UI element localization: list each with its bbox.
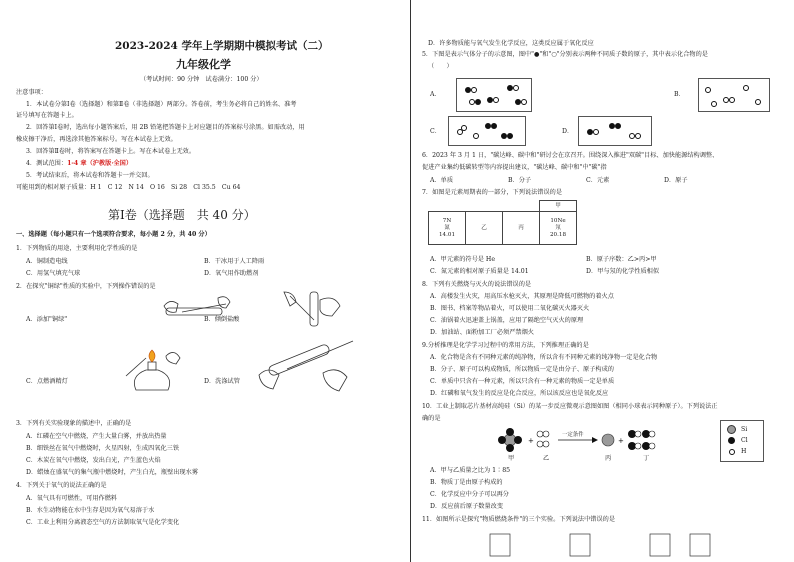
element-cell-bing: 丙 xyxy=(503,212,540,245)
q1-option-d: D．氧气用作助燃剂 xyxy=(204,270,259,277)
q7-option-a: A．甲元素的符号是 He xyxy=(430,256,495,263)
q8-stem: 8．下列有关燃烧与灭火的说法错误的是 xyxy=(422,281,532,288)
q1-option-a: A．铜制造电线 xyxy=(26,258,68,265)
pour-acid-illustration xyxy=(280,290,350,330)
q9-option-b: B．分子、原子可以构成物质，所以物质一定是由分子、原子构成的 xyxy=(430,366,614,373)
molecule-box-b xyxy=(698,78,770,112)
q10-option-a: A．甲与乙质量之比为 1∶85 xyxy=(430,467,511,474)
q5-option-c: C． xyxy=(430,128,441,135)
notes-heading: 注意事项： xyxy=(16,89,47,96)
molecule-box-a xyxy=(456,78,532,112)
exam-subject: 九年级化学 xyxy=(176,58,231,71)
q7-option-c: C．氮元素的相对原子质量是 14.01 xyxy=(430,268,529,275)
q5-option-d: D． xyxy=(562,128,574,135)
section-title: 第Ⅰ卷（选择题 共 40 分） xyxy=(108,208,256,222)
q2-option-a: A．添加"铜绿" xyxy=(26,316,68,323)
q6-option-b: B．分子 xyxy=(508,177,532,184)
svg-text:+: + xyxy=(528,437,534,445)
q4-option-d: D．许多物质能与氧气发生化学反应，这类反应属于氧化反应 xyxy=(428,40,594,47)
element-cell-n: 7N 氮 14.01 xyxy=(429,212,466,245)
alcohol-lamp-illustration xyxy=(122,346,182,392)
atomic-masses: 可能用到的相对原子质量：H 1 C 12 N 14 O 16 Si 28 Cl 35.5 Cu 64 xyxy=(16,184,241,191)
q2-option-c: C．点燃酒精灯 xyxy=(26,378,68,385)
column-divider xyxy=(410,0,411,562)
q9-stem: 9.分析推理是化学学习过程中的常用方法，下列推理正确的是 xyxy=(422,342,589,349)
label-yi: 乙 xyxy=(543,455,550,462)
combustion-experiment-illustration xyxy=(480,530,740,560)
legend-cl: Cl xyxy=(741,437,748,444)
q7-option-d: D．甲与氖的化学性质相似 xyxy=(586,268,660,275)
q8-option-a: A．高楼发生火灾，用高压水枪灭火，其原理是降低可燃物的着火点 xyxy=(430,293,614,300)
q8-option-d: D．加油站、面粉加工厂必须严禁烟火 xyxy=(430,329,534,336)
exam-title: 2023-2024 学年上学期期中模拟考试（二） xyxy=(115,40,329,52)
q1-stem: 1．下列物质的用途，主要利用化学性质的是 xyxy=(16,245,138,252)
left-column xyxy=(12,0,387,562)
q3-option-a: A．红磷在空气中燃烧，产生大量白雾，并放出热量 xyxy=(26,433,167,440)
wash-tube-illustration xyxy=(257,335,357,397)
q10-option-b: B．物质丁是由原子构成的 xyxy=(430,479,503,486)
molecule-box-c xyxy=(448,116,526,146)
q5-stem: 5．下图是表示气体分子的示意图，图中"●"和"○"分别表示两种不同质子数的原子，其中表示化合物的是 xyxy=(422,51,708,58)
exam-meta: （考试时间：90 分钟 试卷满分：100 分） xyxy=(140,76,263,83)
q5-option-a: A． xyxy=(430,91,441,98)
note-line: 证号填写在答题卡上。 xyxy=(16,112,78,119)
q3-option-d: D．蜡烛在盛氧气的集气瓶中燃烧时，产生白光，瓶壁出现水雾 xyxy=(26,469,199,476)
element-cell-ne: 10Ne 氖 20.18 xyxy=(540,212,577,245)
periodic-table-fragment xyxy=(428,200,577,245)
q1-option-b: B．干冰用于人工降雨 xyxy=(204,258,265,265)
q10-stem-2: 确的是 xyxy=(422,415,441,422)
legend-si: Si xyxy=(741,426,748,433)
q2-option-d: D．洗涤试管 xyxy=(204,378,240,385)
note-line: 4．测试范围：1-4 章（沪教版·全国） xyxy=(26,160,133,167)
reaction-condition: 一定条件 xyxy=(562,432,584,438)
q5-paren: （ ） xyxy=(428,63,453,70)
section-instruction: 一、选择题（每小题只有一个选项符合要求，每小题 2 分，共 40 分） xyxy=(16,231,211,238)
q3-option-b: B．细铁丝在氧气中燃烧时，火星四射，生成四氧化三铁 xyxy=(26,445,180,452)
atom-legend xyxy=(720,420,764,462)
table-header-jia: 甲 xyxy=(540,201,577,212)
q6-option-d: D．原子 xyxy=(664,177,688,184)
q5-option-b: B． xyxy=(674,91,685,98)
q3-stem: 3．下列有关实验现象的描述中，正确的是 xyxy=(16,420,132,427)
q9-option-c: C．单质中只含有一种元素，所以只含有一种元素的物质一定是单质 xyxy=(430,378,615,385)
q10-stem-1: 10．工业上制取芯片基材高纯硅（Si）的某一步反应微观示意图如图（相同小球表示同种原子）。下列说法正 xyxy=(422,403,718,410)
q4-option-b: B．水生动物能在水中生存是因为氧气易溶于水 xyxy=(26,507,155,514)
q6-option-a: A．单质 xyxy=(430,177,454,184)
molecule-box-d xyxy=(578,116,652,146)
note-line: 1．本试卷分第Ⅰ卷（选择题）和第Ⅱ卷（非选择题）两部分。答卷前，考生务必将自己的姓名、准考 xyxy=(26,101,297,108)
svg-text:+: + xyxy=(618,437,624,445)
q10-option-d: D．反应前后原子数量改变 xyxy=(430,503,504,510)
q9-option-a: A．化合物是含有不同种元素的纯净物，所以含有不同种元素的纯净物一定是化合物 xyxy=(430,354,658,361)
q2-option-b: B．倾倒盐酸 xyxy=(204,316,240,323)
note-line: 橡皮擦干净后，再选涂其他答案标号。写在本试卷上无效。 xyxy=(16,136,177,143)
q9-option-d: D．红磷和氧气发生的反应是化合反应，所以该反应也是氧化反应 xyxy=(430,390,609,397)
label-jia: 甲 xyxy=(508,455,515,462)
q4-option-a: A．氧气具有可燃性，可用作燃料 xyxy=(26,495,118,502)
legend-h: H xyxy=(741,448,747,455)
q4-option-c: C．工业上利用分离液态空气的方法制取氧气是化学变化 xyxy=(26,519,180,526)
q7-stem: 7．如图是元素周期表的一部分，下列说法错误的是 xyxy=(422,189,563,196)
note-line: 3．回答第Ⅱ卷时，将答案写在答题卡上。写在本试卷上无效。 xyxy=(26,148,196,155)
q6-option-c: C．元素 xyxy=(586,177,610,184)
q11-stem: 11．如图所示是探究"物质燃烧条件"的三个实验。下列说法中错误的是 xyxy=(422,516,616,523)
q2-stem: 2．在探究"铜绿"性质的实验中，下列操作错误的是 xyxy=(16,283,156,290)
note-line: 2．回答第Ⅰ卷时，选出每小题答案后，用 2B 铅笔把答题卡上对应题目的答案标号涂黑。如需改动，用 xyxy=(26,124,305,131)
q6-stem-1: 6．2023 年 3 月 1 日，"碳达峰、碳中和"研讨会在京召开。围绕深入推进"双碳"目标、加快能源结构调整、 xyxy=(422,152,719,159)
label-bing: 丙 xyxy=(605,455,612,462)
q1-option-c: C．用氢气填充气球 xyxy=(26,270,81,277)
element-cell-yi: 乙 xyxy=(466,212,503,245)
q10-option-c: C．化学反应中分子可以再分 xyxy=(430,491,509,498)
reaction-diagram xyxy=(490,424,680,468)
q6-stem-2: 促进产业集约低碳转型等内容提出建议，"碳达峰、碳中和"中"碳"指 xyxy=(422,164,607,171)
right-column xyxy=(420,0,794,562)
q8-option-c: C．油锅着火迅速盖上锅盖，应用了隔绝空气灭火的原理 xyxy=(430,317,584,324)
test-scope: 1-4 章（沪教版·全国） xyxy=(67,160,133,167)
q8-option-b: B．图书、档案等物品着火，可以使用二氧化碳灭火器灭火 xyxy=(430,305,590,312)
label-ding: 丁 xyxy=(643,455,650,462)
q7-option-b: B．原子序数：乙>丙>甲 xyxy=(586,256,657,263)
note-line: 5．考试结束后，将本试卷和答题卡一并交回。 xyxy=(26,172,154,179)
q3-option-c: C．木炭在氧气中燃烧，发出白光，产生蓝色火焰 xyxy=(26,457,161,464)
q4-stem: 4．下列关于氧气的说法正确的是 xyxy=(16,482,107,489)
